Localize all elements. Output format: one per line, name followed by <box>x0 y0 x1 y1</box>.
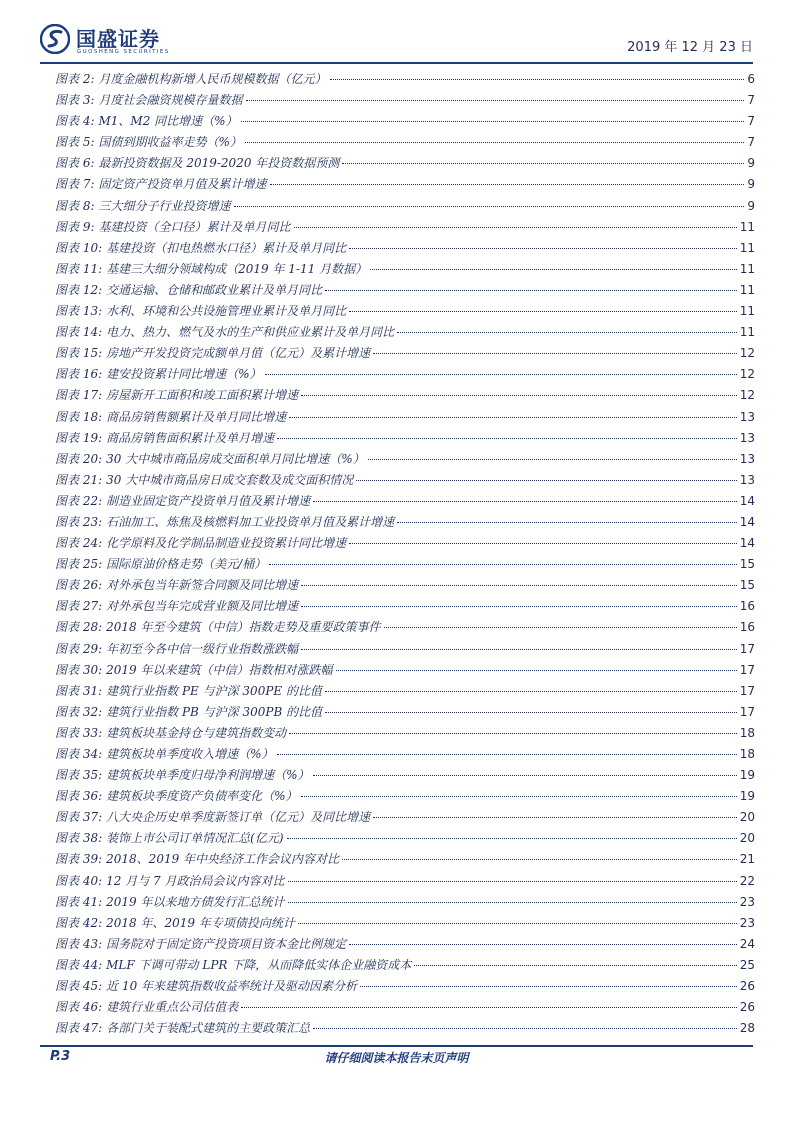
toc-entry-label: 图表 28: <box>55 620 103 635</box>
toc-entry[interactable] <box>55 154 755 175</box>
toc-entry-title: 2019 年以来地方债发行汇总统计 <box>106 894 285 909</box>
toc-entry-page: 12 <box>739 367 755 382</box>
toc-entry-title: 石油加工、炼焦及核燃料加工业投资单月值及累计增速 <box>106 514 395 529</box>
toc-entry[interactable] <box>55 724 755 745</box>
toc-entry-page: 14 <box>739 536 755 551</box>
toc-leader-dots <box>349 944 737 945</box>
toc-entry-page: 17 <box>739 683 755 698</box>
chart-index-list <box>55 70 755 1040</box>
toc-entry-page: 17 <box>739 704 755 719</box>
toc-entry-label: 图表 12: <box>55 282 103 297</box>
toc-entry-title: 基建三大细分领域构成（2019 年 1-11 月数据） <box>106 261 368 276</box>
toc-entry[interactable] <box>55 534 755 555</box>
toc-entry-title: 30 大中城市商品房日成交套数及成交面积情况 <box>106 472 354 487</box>
toc-entry-label: 图表 18: <box>55 409 103 424</box>
toc-entry-title: 制造业固定资产投资单月值及累计增速 <box>106 493 311 508</box>
toc-leader-dots <box>301 649 737 650</box>
toc-entry[interactable] <box>55 576 755 597</box>
toc-entry-label: 图表 25: <box>55 557 103 572</box>
toc-entry[interactable] <box>55 808 755 829</box>
toc-entry-page: 22 <box>739 873 755 888</box>
toc-leader-dots <box>269 564 737 565</box>
brand-logo-icon <box>40 24 70 54</box>
toc-leader-dots <box>241 1007 737 1008</box>
toc-entry-page: 17 <box>739 662 755 677</box>
toc-entry-title: 建筑板块单季度归母净利润增速（%） <box>106 768 310 783</box>
toc-leader-dots <box>342 163 744 164</box>
toc-entry-page: 14 <box>739 514 755 529</box>
toc-entry[interactable] <box>55 956 755 977</box>
toc-entry[interactable] <box>55 618 755 639</box>
toc-entry[interactable] <box>55 218 755 239</box>
toc-entry-title: 八大央企历史单季度新签订单（亿元）及同比增速 <box>106 810 371 825</box>
toc-entry-page: 15 <box>739 557 755 572</box>
toc-leader-dots <box>325 290 737 291</box>
toc-entry-page: 11 <box>739 282 755 297</box>
toc-entry-page: 13 <box>739 451 755 466</box>
header-divider <box>40 62 753 64</box>
toc-entry-label: 图表 37: <box>55 810 103 825</box>
toc-entry-title: 12 月与 7 月政治局会议内容对比 <box>106 873 285 888</box>
toc-entry-label: 图表 7: <box>55 177 95 192</box>
toc-entry-title: 建筑板块单季度收入增速（%） <box>106 747 274 761</box>
toc-entry-page: 18 <box>739 725 755 740</box>
toc-entry-page: 16 <box>739 599 755 614</box>
toc-entry-title: 对外承包当年完成营业额及同比增速 <box>106 599 299 614</box>
toc-entry-label: 图表 22: <box>55 493 103 508</box>
toc-entry-label: 图表 4: <box>55 114 95 129</box>
brand-logo <box>40 22 220 58</box>
toc-leader-dots <box>277 754 737 755</box>
toc-entry-page: 21 <box>739 852 755 867</box>
report-date: 2019 年 12 月 23 日 <box>627 40 753 55</box>
toc-leader-dots <box>384 627 737 628</box>
toc-entry[interactable] <box>55 450 755 471</box>
toc-entry-page: 11 <box>739 325 755 340</box>
toc-entry-title: 近 10 年来建筑指数收益率统计及驱动因素分析 <box>106 979 358 994</box>
toc-entry[interactable] <box>55 597 755 618</box>
toc-entry-title: 2018 年至今建筑（中信）指数走势及重要政策事件 <box>106 620 381 635</box>
toc-entry-page: 9 <box>747 156 755 171</box>
toc-leader-dots <box>342 859 737 860</box>
toc-entry[interactable] <box>55 175 755 196</box>
toc-entry[interactable] <box>55 998 755 1019</box>
toc-leader-dots <box>287 838 737 839</box>
toc-entry-label: 图表 30: <box>55 662 103 677</box>
toc-entry-page: 26 <box>739 1000 755 1015</box>
toc-entry[interactable] <box>55 661 755 682</box>
toc-entry-label: 图表 32: <box>55 704 103 719</box>
toc-leader-dots <box>397 332 737 333</box>
toc-entry-title: 建筑行业指数 PB 与沪深 300PB 的比值 <box>106 704 323 719</box>
toc-entry[interactable] <box>55 893 755 914</box>
toc-leader-dots <box>234 206 745 207</box>
toc-leader-dots <box>397 522 737 523</box>
toc-leader-dots <box>349 248 737 249</box>
toc-entry-page: 20 <box>739 831 755 846</box>
toc-leader-dots <box>313 775 737 776</box>
page-header <box>40 22 753 62</box>
toc-entry-page: 7 <box>747 135 755 150</box>
toc-leader-dots <box>414 965 736 966</box>
toc-entry-label: 图表 31: <box>55 683 103 698</box>
toc-entry-title: 固定资产投资单月值及累计增速 <box>98 177 267 192</box>
toc-entry-page: 11 <box>739 304 755 319</box>
toc-entry-label: 图表 46: <box>55 1000 103 1015</box>
toc-entry-page: 23 <box>739 894 755 909</box>
toc-entry-title: 建安投资累计同比增速（%） <box>106 367 262 382</box>
toc-entry-label: 图表 10: <box>55 240 103 255</box>
toc-leader-dots <box>360 986 737 987</box>
toc-entry-page: 12 <box>739 346 755 361</box>
toc-entry-label: 图表 3: <box>55 93 95 108</box>
toc-entry-label: 图表 5: <box>55 135 95 150</box>
toc-entry-page: 11 <box>739 219 755 234</box>
toc-entry-page: 24 <box>739 936 755 951</box>
toc-entry[interactable] <box>55 239 755 260</box>
toc-entry-title: 建筑行业指数 PE 与沪深 300PE 的比值 <box>106 683 322 698</box>
toc-entry-page: 6 <box>747 72 755 86</box>
toc-entry-label: 图表 20: <box>55 451 103 466</box>
toc-entry-title: 三大细分子行业投资增速 <box>98 198 231 213</box>
toc-entry-label: 图表 15: <box>55 346 103 361</box>
toc-entry[interactable] <box>55 91 755 112</box>
brand-subtitle: GUOSHENG SECURITIES <box>77 49 170 55</box>
brand-name: 国盛证券 <box>76 27 160 51</box>
toc-entry-label: 图表 36: <box>55 789 103 804</box>
toc-entry[interactable] <box>55 197 755 218</box>
toc-entry-page: 7 <box>747 114 755 129</box>
toc-entry-label: 图表 11: <box>55 261 103 276</box>
toc-entry-title: 30 大中城市商品房成交面积单月同比增速（%） <box>106 451 365 466</box>
toc-leader-dots <box>288 902 737 903</box>
toc-entry[interactable] <box>55 386 755 407</box>
toc-entry-title: 国际原油价格走势（美元/桶） <box>106 557 267 572</box>
toc-entry-label: 图表 19: <box>55 430 103 445</box>
toc-entry-page: 9 <box>747 177 755 192</box>
toc-leader-dots <box>313 1028 737 1029</box>
toc-entry-label: 图表 21: <box>55 472 103 487</box>
toc-entry-label: 图表 29: <box>55 641 103 656</box>
toc-leader-dots <box>298 923 737 924</box>
toc-entry-label: 图表 38: <box>55 831 103 846</box>
toc-leader-dots <box>277 438 737 439</box>
toc-entry-label: 图表 45: <box>55 979 103 994</box>
toc-entry-label: 图表 8: <box>55 198 95 213</box>
toc-entry-page: 19 <box>739 768 755 783</box>
footer-divider <box>40 1045 753 1047</box>
toc-entry[interactable] <box>55 281 755 302</box>
toc-leader-dots <box>301 395 737 396</box>
toc-leader-dots <box>265 374 737 375</box>
disclaimer-text: 请仔细阅读本报告末页声明 <box>324 1051 469 1065</box>
toc-leader-dots <box>325 712 737 713</box>
toc-entry-title: 建筑行业重点公司估值表 <box>106 1000 239 1015</box>
toc-entry[interactable] <box>55 914 755 935</box>
toc-entry-page: 14 <box>739 493 755 508</box>
toc-entry-label: 图表 44: <box>55 957 103 972</box>
toc-entry-page: 25 <box>739 957 755 972</box>
toc-entry-page: 11 <box>739 261 755 276</box>
toc-entry-title: 化学原料及化学制品制造业投资累计同比增速 <box>106 536 347 551</box>
toc-entry[interactable] <box>55 640 755 661</box>
toc-entry-page: 11 <box>739 240 755 255</box>
toc-entry-title: 对外承包当年新签合同额及同比增速 <box>106 578 299 593</box>
toc-entry-label: 图表 43: <box>55 936 103 951</box>
toc-leader-dots <box>349 543 737 544</box>
page-number: P.3 <box>50 1049 71 1064</box>
toc-entry[interactable] <box>55 408 755 429</box>
toc-entry-title: 国债到期收益率走势（%） <box>98 135 242 150</box>
toc-leader-dots <box>370 269 737 270</box>
toc-leader-dots <box>313 501 737 502</box>
toc-entry[interactable] <box>55 766 755 787</box>
toc-entry-label: 图表 39: <box>55 852 103 867</box>
toc-leader-dots <box>349 311 737 312</box>
toc-entry-label: 图表 47: <box>55 1021 103 1036</box>
toc-entry-page: 12 <box>739 388 755 403</box>
toc-entry-page: 28 <box>739 1021 755 1036</box>
toc-entry-label: 图表 2: <box>55 72 95 86</box>
toc-leader-dots <box>270 184 745 185</box>
toc-entry-page: 15 <box>739 578 755 593</box>
toc-entry-title: 2019 年以来建筑（中信）指数相对涨跌幅 <box>106 662 333 677</box>
toc-entry-title: 水利、环境和公共设施管理业累计及单月同比 <box>106 304 347 319</box>
toc-entry-title: 年初至今各中信一级行业指数涨跌幅 <box>106 641 299 656</box>
toc-entry-title: 各部门关于装配式建筑的主要政策汇总 <box>106 1021 311 1036</box>
toc-entry-title: 基建投资（扣电热燃水口径）累计及单月同比 <box>106 240 347 255</box>
toc-entry-title: 装饰上市公司订单情况汇总(亿元) <box>106 831 284 846</box>
toc-entry[interactable] <box>55 471 755 492</box>
toc-leader-dots <box>325 691 737 692</box>
toc-entry[interactable] <box>55 429 755 450</box>
toc-entry-page: 19 <box>739 789 755 804</box>
toc-leader-dots <box>301 796 737 797</box>
toc-entry-label: 图表 13: <box>55 304 103 319</box>
toc-entry-page: 16 <box>739 620 755 635</box>
toc-entry[interactable] <box>55 513 755 534</box>
toc-entry-title: 建筑板块季度资产负债率变化（%） <box>106 789 298 804</box>
toc-entry-label: 图表 14: <box>55 325 103 340</box>
toc-entry[interactable] <box>55 787 755 808</box>
toc-entry[interactable] <box>55 70 755 91</box>
toc-leader-dots <box>373 817 737 818</box>
toc-entry-page: 18 <box>739 747 755 761</box>
toc-entry-title: 月度金融机构新增人民币规模数据（亿元） <box>98 72 327 86</box>
toc-entry-title: 2018、2019 年中央经济工作会议内容对比 <box>106 852 340 867</box>
toc-entry[interactable] <box>55 850 755 871</box>
toc-entry-label: 图表 17: <box>55 388 103 403</box>
toc-entry[interactable] <box>55 492 755 513</box>
toc-entry-page: 20 <box>739 810 755 825</box>
toc-leader-dots <box>301 606 737 607</box>
toc-entry-title: 房地产开发投资完成额单月值（亿元）及累计增速 <box>106 346 371 361</box>
toc-entry-label: 图表 41: <box>55 894 103 909</box>
toc-entry-title: 商品房销售面积累计及单月增速 <box>106 430 275 445</box>
toc-entry[interactable] <box>55 112 755 133</box>
toc-entry-label: 图表 9: <box>55 219 95 234</box>
toc-leader-dots <box>289 733 737 734</box>
toc-leader-dots <box>245 142 744 143</box>
toc-entry-label: 图表 27: <box>55 599 103 614</box>
toc-leader-dots <box>288 881 737 882</box>
toc-entry-label: 图表 23: <box>55 514 103 529</box>
toc-entry-label: 图表 24: <box>55 536 103 551</box>
toc-leader-dots <box>330 79 745 80</box>
toc-entry-title: 电力、热力、燃气及水的生产和供应业累计及单月同比 <box>106 325 395 340</box>
toc-entry-page: 13 <box>739 409 755 424</box>
toc-entry[interactable] <box>55 745 755 766</box>
toc-entry[interactable] <box>55 260 755 281</box>
toc-entry-title: M1、M2 同比增速（%） <box>98 114 238 129</box>
toc-entry-label: 图表 35: <box>55 768 103 783</box>
toc-entry-page: 9 <box>747 198 755 213</box>
toc-entry-title: 基建投资（全口径）累计及单月同比 <box>98 219 291 234</box>
toc-leader-dots <box>289 417 737 418</box>
toc-entry-title: 建筑板块基金持仓与建筑指数变动 <box>106 725 287 740</box>
toc-entry[interactable] <box>55 344 755 365</box>
toc-leader-dots <box>294 227 737 228</box>
toc-leader-dots <box>356 480 736 481</box>
toc-entry-title: 月度社会融资规模存量数据 <box>98 93 243 108</box>
toc-entry[interactable] <box>55 829 755 850</box>
toc-entry-page: 26 <box>739 979 755 994</box>
toc-entry[interactable] <box>55 872 755 893</box>
toc-leader-dots <box>368 459 737 460</box>
toc-entry-label: 图表 42: <box>55 915 103 930</box>
toc-leader-dots <box>336 670 737 671</box>
toc-entry-page: 13 <box>739 472 755 487</box>
toc-entry[interactable] <box>55 323 755 344</box>
toc-entry-page: 17 <box>739 641 755 656</box>
toc-entry[interactable] <box>55 703 755 724</box>
toc-entry[interactable] <box>55 1019 755 1040</box>
toc-entry-title: 最新投资数据及 2019-2020 年投资数据预测 <box>98 156 340 171</box>
toc-leader-dots <box>241 121 745 122</box>
toc-entry-title: 2018 年、2019 年专项债投向统计 <box>106 915 295 930</box>
toc-entry[interactable] <box>55 682 755 703</box>
toc-entry-title: 房屋新开工面积和竣工面积累计增速 <box>106 388 299 403</box>
toc-entry[interactable] <box>55 977 755 998</box>
toc-entry-title: 交通运输、仓储和邮政业累计及单月同比 <box>106 282 323 297</box>
toc-leader-dots <box>246 100 745 101</box>
toc-entry-title: 国务院对于固定资产投资项目资本金比例规定 <box>106 936 347 951</box>
toc-leader-dots <box>301 585 737 586</box>
toc-entry[interactable] <box>55 555 755 576</box>
toc-entry-label: 图表 26: <box>55 578 103 593</box>
toc-entry-label: 图表 16: <box>55 367 103 382</box>
toc-entry[interactable] <box>55 133 755 154</box>
toc-entry-label: 图表 40: <box>55 873 103 888</box>
toc-entry[interactable] <box>55 935 755 956</box>
toc-entry-label: 图表 6: <box>55 156 95 171</box>
toc-entry-page: 23 <box>739 915 755 930</box>
toc-entry-label: 图表 34: <box>55 747 103 761</box>
toc-entry-page: 13 <box>739 430 755 445</box>
toc-leader-dots <box>373 353 737 354</box>
toc-entry-page: 7 <box>747 93 755 108</box>
toc-entry-title: 商品房销售额累计及单月同比增速 <box>106 409 287 424</box>
toc-entry-label: 图表 33: <box>55 725 103 740</box>
toc-entry-title: MLF 下调可带动 LPR 下降，从而降低实体企业融资成本 <box>106 957 412 972</box>
toc-entry[interactable] <box>55 302 755 323</box>
toc-entry[interactable] <box>55 365 755 386</box>
